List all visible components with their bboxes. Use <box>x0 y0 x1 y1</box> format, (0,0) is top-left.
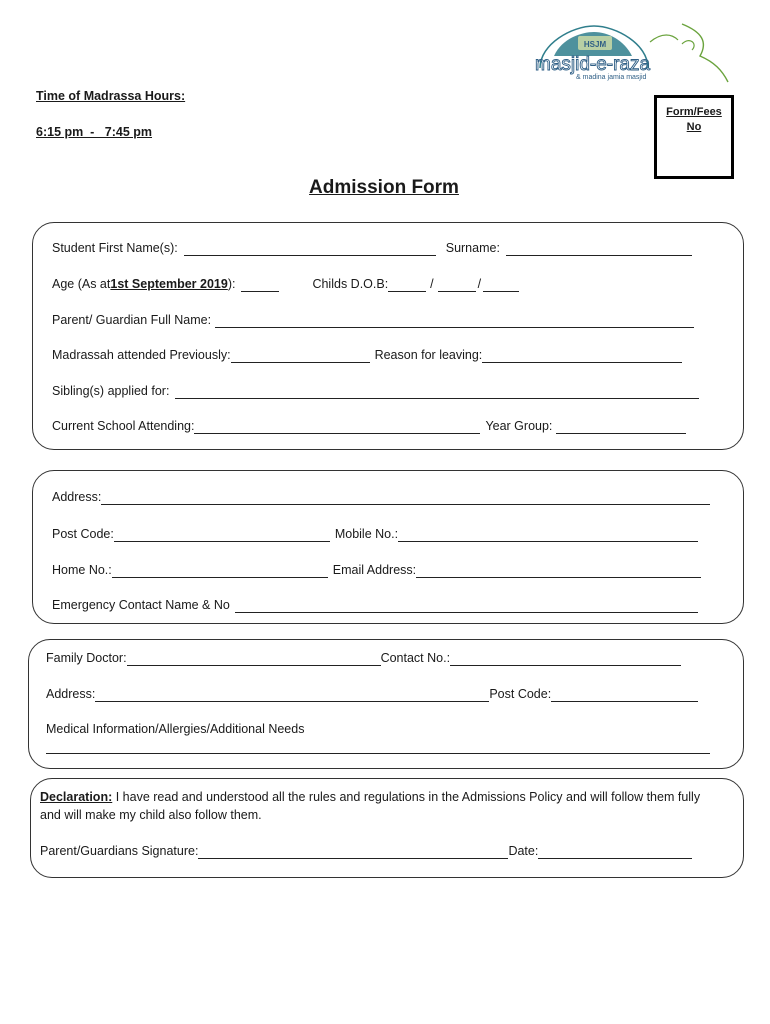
doctor-label: Family Doctor: <box>46 651 127 665</box>
home-label: Home No.: <box>52 563 112 577</box>
address-label: Address: <box>52 490 102 504</box>
address-row <box>52 487 710 505</box>
year-group-field[interactable] <box>556 419 686 434</box>
dob-separator: / <box>430 277 434 291</box>
doctor-postcode-label: Post Code: <box>489 687 552 701</box>
siblings-label: Sibling(s) applied for: <box>52 384 170 398</box>
mobile-label: Mobile No.: <box>334 527 399 541</box>
signature-label: Parent/Guardians Signature: <box>40 844 199 858</box>
fees-box-label: Form/Fees <box>666 106 722 118</box>
doctor-contact-label: Contact No.: <box>380 651 451 665</box>
home-field[interactable] <box>112 563 328 578</box>
dob-year-field[interactable] <box>483 277 519 292</box>
emergency-row <box>52 595 698 613</box>
fees-box-no: No <box>686 121 702 133</box>
email-label: Email Address: <box>332 563 417 577</box>
siblings-row <box>52 381 699 399</box>
dob-separator: / <box>477 277 482 291</box>
age-row <box>52 274 519 292</box>
siblings-field[interactable] <box>175 384 699 399</box>
logo-subline: & madina jamia masjid <box>576 74 647 81</box>
masjid-e-raza-logo <box>532 22 732 84</box>
dob-day-field[interactable] <box>388 277 426 292</box>
medical-info-row <box>46 719 304 737</box>
doctor-contact-field[interactable] <box>450 651 681 666</box>
dob-month-field[interactable] <box>438 277 476 292</box>
hours-value: 6:15 pm - 7:45 pm <box>36 125 153 139</box>
email-field[interactable] <box>416 563 701 578</box>
doctor-row <box>46 648 681 666</box>
declaration-label: Declaration: <box>40 790 113 804</box>
signature-field[interactable] <box>198 844 508 859</box>
page-title: Admission Form <box>309 177 459 198</box>
age-cutoff-date: 1st September 2019 <box>110 277 228 291</box>
dob-label: Childs D.O.B: <box>312 277 389 291</box>
madrassah-label: Madrassah attended Previously: <box>52 348 231 362</box>
surname-label: Surname: <box>445 241 500 255</box>
reason-field[interactable] <box>482 348 682 363</box>
age-label-prefix: Age (As at <box>52 277 111 291</box>
age-label-suffix: ): <box>227 277 236 291</box>
doctor-address-label: Address: <box>46 687 96 701</box>
logo-badge: HSJM <box>583 40 607 49</box>
doctor-address-row <box>46 684 698 702</box>
school-row <box>52 416 686 434</box>
school-label: Current School Attending: <box>52 419 195 433</box>
year-group-label: Year Group: <box>485 419 553 433</box>
parent-field[interactable] <box>215 313 694 328</box>
first-name-label: Student First Name(s): <box>52 241 178 255</box>
mobile-field[interactable] <box>398 527 698 542</box>
reason-label: Reason for leaving: <box>374 348 483 362</box>
form-fees-number-box[interactable] <box>654 95 734 179</box>
surname-field[interactable] <box>506 241 692 256</box>
emergency-label: Emergency Contact Name & No <box>52 598 230 612</box>
first-name-row <box>52 238 692 256</box>
doctor-postcode-field[interactable] <box>551 687 698 702</box>
madrassah-row <box>52 345 682 363</box>
postcode-row <box>52 524 698 542</box>
date-label: Date: <box>508 844 539 858</box>
age-field[interactable] <box>241 277 279 292</box>
medical-info-field[interactable] <box>46 739 710 754</box>
postcode-field[interactable] <box>114 527 330 542</box>
first-name-field[interactable] <box>184 241 436 256</box>
madrassah-field[interactable] <box>231 348 370 363</box>
emergency-field[interactable] <box>235 598 698 613</box>
doctor-address-field[interactable] <box>95 687 489 702</box>
parent-row <box>52 310 694 328</box>
logo-wordmark: masjid-e-raza <box>535 54 651 75</box>
school-field[interactable] <box>194 419 480 434</box>
medical-info-label: Medical Information/Allergies/Additional Needs <box>46 722 305 736</box>
doctor-field[interactable] <box>127 651 381 666</box>
declaration-text: I have read and understood all the rules and regulations in the Admissions Policy and will follow them fully and will make my child also follow them. <box>40 790 701 822</box>
signature-row <box>40 841 692 859</box>
hours-title: Time of Madrassa Hours: <box>36 89 186 103</box>
address-field[interactable] <box>101 490 710 505</box>
postcode-label: Post Code: <box>52 527 114 541</box>
declaration-text-block <box>40 788 710 824</box>
parent-label: Parent/ Guardian Full Name: <box>52 313 212 327</box>
home-row <box>52 560 701 578</box>
date-field[interactable] <box>538 844 692 859</box>
